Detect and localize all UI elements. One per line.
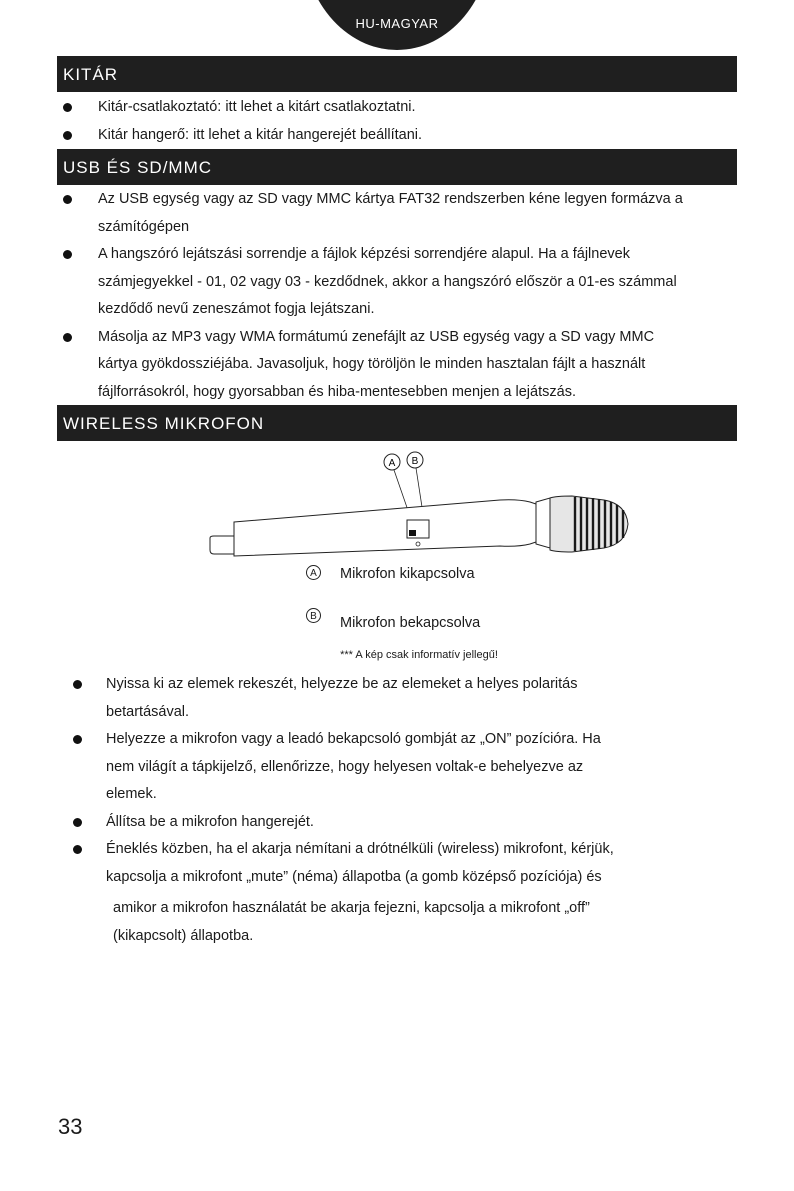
section-header-usb <box>57 149 737 185</box>
microphone-illustration <box>200 448 640 568</box>
bullet-icon <box>73 735 82 744</box>
legend-b-text: Mikrofon bekapcsolva <box>340 615 481 631</box>
image-note: *** A kép csak informatív jellegű! <box>340 649 498 661</box>
language-tab <box>302 0 492 50</box>
section-header-guitar <box>57 56 737 92</box>
section-title-guitar: KITÁR <box>63 65 119 84</box>
legend-a-text: Mikrofon kikapcsolva <box>340 566 475 582</box>
list-item: Nyissa ki az elemek rekeszét, helyezze be az elemeket a helyes polaritás betartásával. <box>68 671 708 726</box>
list-item: Az USB egység vagy az SD vagy MMC kártya FAT32 rendszerben kéne legyen formázva a számítógépen <box>57 186 737 241</box>
list-item: A hangszóró lejátszási sorrendje a fájlok képzési sorrendjére alapul. Ha a fájlnevek számjegyekkel - 01, 02 vagy 03 - kezdődnek, akkor a hangszóró először a 01-es számmal kezdődő nevű zeneszámot fogja lejátszani. <box>57 241 737 324</box>
list-item: Kitár hangerő: itt lehet a kitár hangerejét beállítani. <box>57 122 737 150</box>
legend-a-circle: A <box>306 565 321 580</box>
bullet-icon <box>63 131 72 140</box>
section-header-wireless <box>57 405 737 441</box>
callout-a-label: A <box>388 458 396 469</box>
bullet-icon <box>63 195 72 204</box>
switch-knob <box>409 530 416 536</box>
mic-body <box>234 500 536 556</box>
mic-tail-cap <box>210 536 234 554</box>
bullet-icon <box>73 845 82 854</box>
bullet-icon <box>63 333 72 342</box>
wireless-list <box>68 671 708 891</box>
page-number: 33 <box>58 1114 83 1139</box>
list-item: Helyezze a mikrofon vagy a leadó bekapcsoló gombját az „ON” pozícióra. Ha nem világít a tápkijelző, ellenőrizze, hogy helyesen voltak-e behelyezve az elemek. <box>68 726 708 809</box>
bullet-icon <box>73 818 82 827</box>
legend-b-circle: B <box>306 608 321 623</box>
language-tab-label: HU-MAGYAR <box>355 16 439 31</box>
callout-b-label: B <box>411 456 419 467</box>
list-item: Másolja az MP3 vagy WMA formátumú zenefájlt az USB egység vagy a SD vagy MMC kártya gyökdossziéjába. Javasoljuk, hogy töröljön le minden hasztalan fájlt a használt fájlforrásokról, hogy gyorsabban és hiba-mentesebben menjen a lejátszás. <box>57 324 737 407</box>
bullet-icon <box>63 250 72 259</box>
list-item: Kitár-csatlakoztató: itt lehet a kitárt csatlakoztatni. <box>57 94 737 122</box>
bullet-icon <box>63 103 72 112</box>
section-title-usb: USB ÉS SD/MMC <box>63 158 213 177</box>
bullet-icon <box>73 680 82 689</box>
section-title-wireless: WIRELESS MIKROFON <box>63 414 265 433</box>
usb-list <box>57 186 737 406</box>
mic-neck <box>536 498 550 548</box>
list-item: Állítsa be a mikrofon hangerejét. <box>68 809 708 837</box>
list-item: Éneklés közben, ha el akarja némítani a drótnélküli (wireless) mikrofont, kérjük, kapcsolja a mikrofont „mute” (néma) állapotba (a gomb középső pozíciója) és <box>68 836 708 891</box>
guitar-list <box>57 94 737 149</box>
wireless-continuation: amikor a mikrofon használatát be akarja fejezni, kapcsolja a mikrofont „off” (kikapcsolt) állapotba. <box>113 900 590 944</box>
